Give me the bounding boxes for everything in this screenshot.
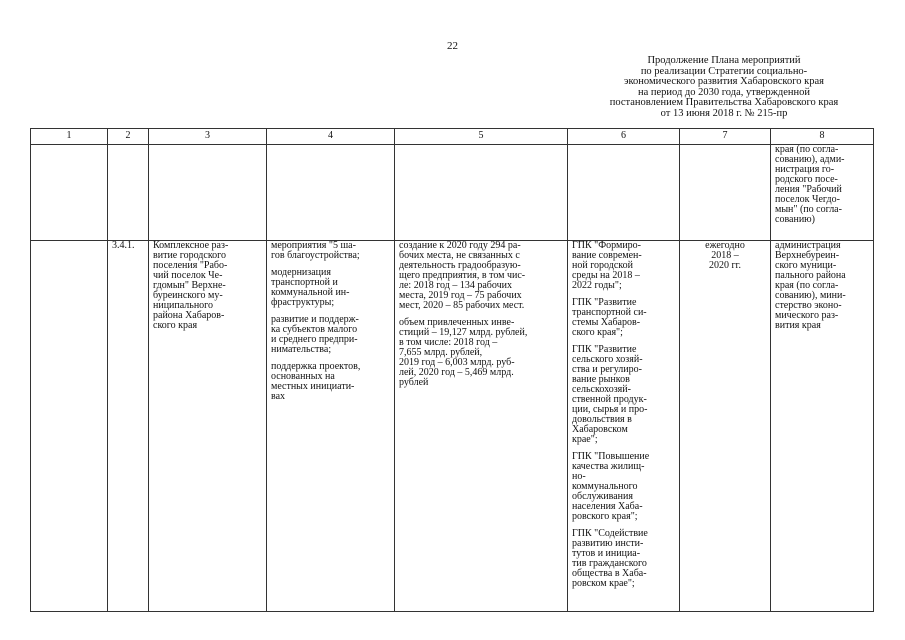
column-number: 6 [568, 129, 680, 145]
text-line: тутов и инициа- [572, 548, 641, 559]
column-number-row [31, 129, 874, 145]
text-line: ГПК "Содействие [572, 528, 648, 539]
text-line: ГПК "Развитие [572, 297, 637, 308]
text-line: ления "Рабочий [775, 184, 842, 195]
text-line: ции, сырья и про- [572, 404, 648, 415]
result-item [399, 241, 563, 311]
plan-table [30, 128, 874, 612]
text-line: обслуживания [572, 491, 633, 502]
text-line: края (по согла- [775, 144, 839, 155]
text-line: края (по согла- [775, 280, 839, 291]
text-line: местных инициати- [271, 381, 355, 392]
text-line: сельскохозяй- [572, 384, 631, 395]
text-line: сельского хозяй- [572, 354, 643, 365]
text-line: крае"; [572, 434, 598, 445]
text-line: нимательства; [271, 344, 332, 355]
text-line: ГПК "Формиро- [572, 240, 642, 251]
text-line: мын" (по согла- [775, 204, 842, 215]
text-line: стерство эконо- [775, 300, 842, 311]
text-line: мероприятия "5 ша- [271, 240, 356, 251]
program-item [572, 452, 675, 522]
text-line: общества в Хаба- [572, 568, 647, 579]
text-line: вание современ- [572, 250, 642, 261]
table-row [31, 241, 874, 612]
responsible-cell [771, 241, 874, 612]
document-header [579, 56, 869, 119]
responsible-continuation-cell [771, 145, 874, 241]
column-number: 4 [267, 129, 395, 145]
text-line: коммунальной ин- [271, 287, 350, 298]
column-number: 2 [108, 129, 149, 145]
text-line: буреинского му- [153, 290, 223, 301]
text-line: ГПК "Развитие [572, 344, 637, 355]
empty-cell [31, 241, 108, 612]
text-line: тив гражданского [572, 558, 647, 569]
program-item [572, 345, 675, 445]
text-line: чий поселок Че- [153, 270, 223, 281]
activity-item [271, 268, 390, 308]
text-line: развитию инсти- [572, 538, 644, 549]
text-line: модернизация [271, 267, 331, 278]
text-line: Комплексное раз- [153, 240, 229, 251]
header-line: Продолжение Плана мероприятий [647, 55, 801, 66]
empty-cell [395, 145, 568, 241]
text-line: ственной продук- [572, 394, 647, 405]
header-line: на период до 2030 года, утвержденной [637, 86, 811, 98]
text-line: бочих места, не связанных с [399, 250, 520, 261]
text-line: объем привлеченных инве- [399, 317, 515, 328]
text-line: сованию), адми- [775, 154, 845, 165]
text-line: создание к 2020 году 294 ра- [399, 240, 521, 251]
text-line: населения Хаба- [572, 501, 643, 512]
text-line: в том числе: 2018 год – [399, 337, 498, 348]
header-line: экономического развития Хабаровского края [623, 76, 825, 87]
program-item [572, 529, 675, 589]
text-line: витие городского [153, 250, 227, 261]
header-line: постановлением Правительства Хабаровского края [609, 97, 839, 108]
text-line: 2018 – [711, 250, 739, 261]
text-line: стемы Хабаров- [572, 317, 641, 328]
text-line: щего предприятия, в том чис- [399, 270, 526, 281]
row-number-cell [108, 241, 149, 612]
task-cell [149, 241, 267, 612]
text-line: нистрация го- [775, 164, 835, 175]
result-item [399, 318, 563, 388]
activity-item [271, 362, 390, 402]
text-line: 2019 год – 6,003 млрд. руб- [399, 357, 515, 368]
text-line: деятельность градообразую- [399, 260, 521, 271]
program-item [572, 298, 675, 338]
text-line: Хабаровском [572, 424, 628, 435]
text-line: основанных на [271, 371, 335, 382]
text-line: но- [572, 471, 586, 482]
text-line: вание рынков [572, 374, 630, 385]
text-line: качества жилищ- [572, 461, 645, 472]
text-line: поселок Чегдо- [775, 194, 840, 205]
row-number: 3.4.1. [112, 240, 135, 251]
text-line: ной городской [572, 260, 633, 271]
programs-cell [568, 241, 680, 612]
header-line: по реализации Стратегии социально- [640, 65, 808, 77]
text-line: ГПК "Повышение [572, 451, 650, 462]
column-number: 8 [771, 129, 874, 145]
empty-cell [568, 145, 680, 241]
text-line: среды на 2018 – [572, 270, 640, 281]
text-line: ского муници- [775, 260, 837, 271]
text-line: ровском крае"; [572, 578, 635, 589]
text-line: транспортной си- [572, 307, 647, 318]
empty-cell [680, 145, 771, 241]
text-line: стиций – 19,127 млрд. рублей, [399, 327, 528, 338]
activity-item [271, 241, 390, 261]
period-cell [680, 241, 771, 612]
empty-cell [108, 145, 149, 241]
text-line: Верхнебуреин- [775, 250, 840, 261]
text-line: ка субъектов малого [271, 324, 358, 335]
column-number: 7 [680, 129, 771, 145]
activity-item [271, 315, 390, 355]
empty-cell [267, 145, 395, 241]
text-line: сованию) [775, 214, 815, 225]
text-line: вития края [775, 320, 821, 331]
activities-cell [267, 241, 395, 612]
empty-cell [31, 145, 108, 241]
text-line: ниципального [153, 300, 214, 311]
text-line: района Хабаров- [153, 310, 225, 321]
text-line: места, 2019 год – 75 рабочих [399, 290, 522, 301]
text-line: 2022 годы"; [572, 280, 622, 291]
text-line: лей, 2020 год – 5,469 млрд. [399, 367, 514, 378]
text-line: ле: 2018 год – 134 рабочих [399, 280, 513, 291]
results-cell [395, 241, 568, 612]
empty-cell [149, 145, 267, 241]
text-line: транспортной и [271, 277, 338, 288]
text-line: вах [271, 391, 286, 402]
text-line: коммунального [572, 481, 638, 492]
text-line: сованию), мини- [775, 290, 846, 301]
column-number: 3 [149, 129, 267, 145]
column-number: 5 [395, 129, 568, 145]
text-line: довольствия в [572, 414, 632, 425]
text-line: ежегодно [705, 240, 745, 251]
text-line: мического раз- [775, 310, 839, 321]
text-line: рублей [399, 377, 429, 388]
header-line: от 13 июня 2018 г. № 215-пр [660, 107, 788, 119]
text-line: гдомын" Верхне- [153, 280, 226, 291]
text-line: и среднего предпри- [271, 334, 358, 345]
continuation-row [31, 145, 874, 241]
text-line: ского края"; [572, 327, 623, 338]
text-line: мест, 2020 – 85 рабочих мест. [399, 300, 525, 311]
text-line: гов благоустройства; [271, 250, 360, 261]
text-line: ского края [153, 320, 198, 331]
text-line: поддержка проектов, [271, 361, 361, 372]
text-line: развитие и поддерж- [271, 314, 359, 325]
program-item [572, 241, 675, 291]
text-line: ровского края"; [572, 511, 638, 522]
page-number: 22 [447, 40, 458, 52]
text-line: ства и регулиро- [572, 364, 642, 375]
text-line: 2020 гг. [708, 260, 742, 271]
text-line: администрация [775, 240, 841, 251]
text-line: поселения "Рабо- [153, 260, 228, 271]
text-line: 7,655 млрд. рублей, [399, 347, 483, 358]
column-number: 1 [31, 129, 108, 145]
text-line: пального района [775, 270, 846, 281]
text-line: фраструктуры; [271, 297, 335, 308]
text-line: родского посе- [775, 174, 838, 185]
